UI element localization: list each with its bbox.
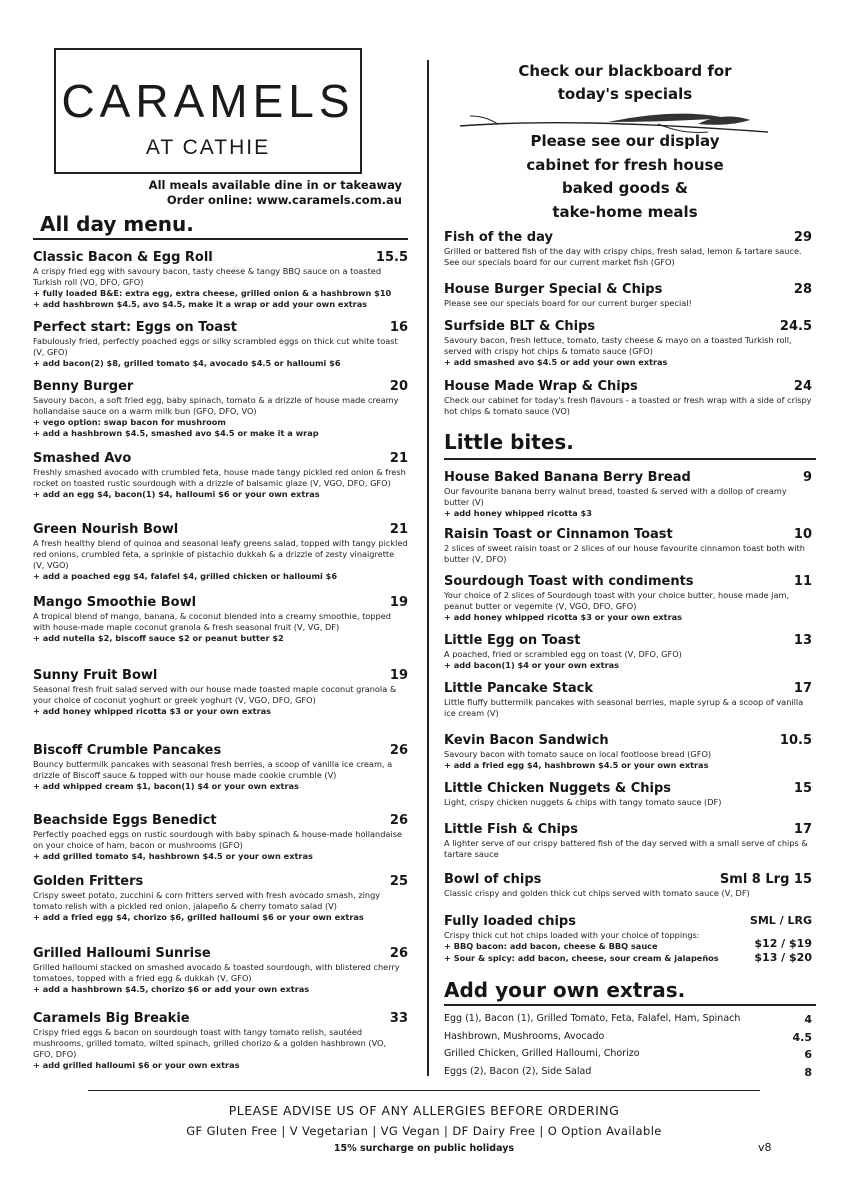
extras-row	[444, 1048, 812, 1059]
menu-item	[33, 320, 408, 369]
menu-item	[33, 595, 408, 644]
item-desc: A crispy fried egg with savoury bacon, tasty cheese & tangy BBQ sauce on a toasted Turkish roll (VO, DFO, GFO)	[33, 266, 382, 287]
item-name: House Burger Special & Chips	[444, 282, 663, 297]
item-price: 21	[389, 522, 408, 537]
item-price: 26	[389, 743, 408, 758]
loaded-chips-item	[444, 914, 812, 964]
item-desc: Savoury bacon, fresh lettuce, tomato, tasty cheese & mayo on a toasted Turkish roll, served with crispy hot chips & tomato sauce (GFO)	[444, 335, 792, 356]
item-add: + add a hashbrown $4.5, chorizo $6 or add your own extras	[33, 984, 310, 994]
item-name: Little Fish & Chips	[444, 822, 578, 837]
menu-item	[444, 230, 812, 268]
item-desc: Our favourite banana berry walnut bread, toasted & served with a dollop of creamy butter (V)	[444, 486, 787, 507]
all-day-title: All day menu.	[40, 212, 194, 236]
item-name: Biscoff Crumble Pancakes	[33, 743, 222, 758]
item-desc: Savoury bacon, a soft fried egg, baby spinach, tomato & a drizzle of house made creamy hollandaise sauce on a warm milk bun (GFO, DFO, VO)	[33, 395, 399, 416]
allergy-notice: PLEASE ADVISE US OF ANY ALLERGIES BEFORE ORDERING	[228, 1103, 620, 1118]
cabinet-line: cabinet for fresh house	[526, 155, 724, 174]
extras-title: Add your own extras.	[444, 978, 686, 1002]
extras-rule	[444, 1004, 816, 1006]
menu-item	[33, 379, 408, 439]
item-price: 28	[793, 282, 812, 297]
item-name: Raisin Toast or Cinnamon Toast	[444, 527, 673, 542]
item-price: 10	[793, 527, 812, 542]
item-desc: Please see our specials board for our current burger special!	[444, 298, 692, 308]
item-add: + fully loaded B&E: extra egg, extra cheese, grilled onion & a hashbrown $10	[33, 288, 392, 298]
all-day-rule	[33, 238, 408, 240]
logo	[54, 48, 362, 174]
item-desc: Check our cabinet for today's fresh flavours - a toasted or fresh wrap with a side of crispy hot chips & tomato sauce (VO)	[444, 395, 812, 416]
item-add: + add nutella $2, biscoff sauce $2 or peanut butter $2	[33, 633, 284, 643]
dietary-legend: GF Gluten Free | V Vegetarian | VG Vegan | DF Dairy Free | O Option Available	[186, 1124, 662, 1138]
menu-item	[444, 282, 812, 309]
menu-item	[33, 668, 408, 717]
item-price: 26	[389, 946, 408, 961]
loaded-option	[444, 953, 812, 964]
cabinet-note	[470, 130, 780, 224]
menu-item	[444, 822, 812, 860]
item-name: Smashed Avo	[33, 451, 132, 466]
cabinet-line: take-home meals	[552, 202, 698, 221]
menu-item	[33, 250, 408, 310]
extras-label: Egg (1), Bacon (1), Grilled Tomato, Feta, Falafel, Ham, Spinach	[444, 1013, 741, 1024]
item-price: 16	[389, 320, 408, 335]
item-desc: Crispy thick cut hot chips loaded with your choice of toppings:	[444, 930, 700, 940]
logo-subtitle: AT CATHIE	[145, 136, 271, 159]
item-name: Little Pancake Stack	[444, 681, 593, 696]
option-price: $12 / $19	[754, 937, 812, 950]
item-name: Mango Smoothie Bowl	[33, 595, 197, 610]
item-name: Little Chicken Nuggets & Chips	[444, 781, 672, 796]
menu-item	[444, 733, 812, 771]
item-name: House Made Wrap & Chips	[444, 379, 638, 394]
item-price: 15.5	[375, 250, 408, 265]
extras-label: Grilled Chicken, Grilled Halloumi, Chorizo	[444, 1048, 640, 1059]
item-desc: A fresh healthy blend of quinoa and seasonal leafy greens salad, topped with tangy pickled red onions, crumbled feta, a sprinkle of pistachio dukkah & a drizzle of zesty vinaigrette (V, VGO)	[33, 538, 408, 570]
item-price: Sml 8 Lrg 15	[719, 872, 812, 887]
menu-item	[444, 319, 812, 368]
item-desc: Savoury bacon with tomato sauce on local footloose bread (GFO)	[444, 749, 712, 759]
item-desc: Crispy sweet potato, zucchini & corn fritters served with fresh avocado smash, zingy tomato relish with a pickled red onion, jalapeño & cherry tomato salad (V)	[33, 890, 381, 911]
item-name: Kevin Bacon Sandwich	[444, 733, 609, 748]
little-bites-title: Little bites.	[444, 430, 574, 454]
option-price: $13 / $20	[754, 951, 812, 964]
order-online-line: Order online: www.caramels.com.au	[166, 193, 402, 207]
item-price: 26	[389, 813, 408, 828]
item-desc: Your choice of 2 slices of Sourdough toast with your choice butter, house made jam, peanut butter or vegemite (V, VGO, DFO, GFO)	[444, 590, 790, 611]
item-desc: A tropical blend of mango, banana, & coconut blended into a creamy smoothie, topped with house-made maple coconut granola & fresh seasonal fruit (V, VG, DF)	[33, 611, 391, 632]
item-desc: Freshly smashed avocado with crumbled feta, house made tangy pickled red onion & fresh rocket on toasted rustic sourdough with a drizzle of balsamic glaze (V, VGO, DFO, GFO)	[33, 467, 406, 488]
item-name: Green Nourish Bowl	[33, 522, 179, 537]
item-name: Benny Burger	[33, 379, 134, 394]
item-add: + add grilled halloumi $6 or your own extras	[33, 1060, 240, 1070]
version-label: v8	[758, 1141, 772, 1154]
blackboard-line: today's specials	[557, 85, 693, 103]
item-name: Sunny Fruit Bowl	[33, 668, 158, 683]
item-price: 17	[793, 681, 812, 696]
size-header: SML / LRG	[749, 914, 812, 927]
extras-row	[444, 1013, 812, 1024]
item-add: + add grilled tomato $4, hashbrown $4.5 or your own extras	[33, 851, 313, 861]
item-desc: Fabulously fried, perfectly poached eggs or silky scrambled eggs on thick cut white toast (V, GFO)	[33, 336, 398, 357]
item-add: + add a fried egg $4, hashbrown $4.5 or your own extras	[444, 760, 709, 770]
item-price: 19	[389, 668, 408, 683]
menu-item	[444, 379, 812, 417]
item-price: 25	[389, 874, 408, 889]
item-desc: Light, crispy chicken nuggets & chips with tangy tomato sauce (DF)	[444, 797, 722, 807]
item-price: 11	[793, 574, 812, 589]
item-name: Beachside Eggs Benedict	[33, 813, 217, 828]
extras-price: 4	[804, 1013, 812, 1026]
menu-item	[444, 681, 812, 719]
menu-item	[444, 633, 812, 671]
item-name: Sourdough Toast with condiments	[444, 574, 694, 589]
item-add: + add a poached egg $4, falafel $4, grilled chicken or halloumi $6	[33, 571, 338, 581]
item-add: + vego option: swap bacon for mushroom	[33, 417, 226, 427]
item-name: Caramels Big Breakie	[33, 1011, 190, 1026]
extras-label: Hashbrown, Mushrooms, Avocado	[444, 1031, 605, 1042]
extras-price: 6	[804, 1048, 812, 1061]
item-add: + add smashed avo $4.5 or add your own extras	[444, 357, 668, 367]
cabinet-line: Please see our display	[530, 132, 720, 150]
item-price: 21	[389, 451, 408, 466]
item-desc: Grilled halloumi stacked on smashed avocado & toasted sourdough, with blistered cherry tomatoes, topped with a fried egg & dukkah (V, GFO)	[33, 962, 400, 983]
menu-item	[33, 1011, 408, 1071]
item-price: 20	[389, 379, 408, 394]
item-price: 9	[802, 470, 812, 485]
item-name: Classic Bacon & Egg Roll	[33, 250, 213, 265]
item-desc: Bouncy buttermilk pancakes with seasonal fresh berries, a scoop of vanilla ice cream, a drizzle of Biscoff sauce & topped with our house made cookie crumble (V)	[33, 759, 393, 780]
menu-item	[444, 527, 812, 565]
item-name: Golden Fritters	[33, 874, 144, 889]
menu-item	[444, 470, 812, 519]
menu-item	[444, 574, 812, 623]
menu-item	[33, 522, 408, 582]
item-price: 17	[793, 822, 812, 837]
item-price: 15	[793, 781, 812, 796]
item-name: Bowl of chips	[444, 872, 542, 887]
item-name: Little Egg on Toast	[444, 633, 581, 648]
dine-line: All meals available dine in or takeaway	[148, 178, 402, 192]
cabinet-line: baked goods &	[562, 179, 688, 197]
blackboard-note	[470, 60, 780, 106]
item-add: + add bacon(1) $4 or your own extras	[444, 660, 620, 670]
item-desc: 2 slices of sweet raisin toast or 2 slices of our house favourite cinnamon toast both with butter (V, DFO)	[444, 543, 805, 564]
item-price: 29	[793, 230, 812, 245]
menu-item	[33, 813, 408, 862]
item-name: Fish of the day	[444, 230, 553, 245]
extras-row	[444, 1031, 812, 1042]
item-add: + add an egg $4, bacon(1) $4, halloumi $6 or your own extras	[33, 489, 320, 499]
item-desc: Grilled or battered fish of the day with crispy chips, fresh salad, lemon & tartare sauce. See our specials board for our current market fish (GFO)	[444, 246, 802, 267]
surcharge-notice: 15% surcharge on public holidays	[333, 1143, 515, 1154]
little-bites-rule	[444, 458, 816, 460]
item-desc: Seasonal fresh fruit salad served with our house made toasted maple coconut granola & your choice of coconut yoghurt or greek yoghurt (V, VGO, DFO, GFO)	[33, 684, 397, 705]
item-add: + Sour & spicy: add bacon, cheese, sour cream & jalapeños	[444, 953, 719, 963]
item-add: + add whipped cream $1, bacon(1) $4 or your own extras	[33, 781, 299, 791]
item-price: 24	[793, 379, 812, 394]
item-desc: Little fluffy buttermilk pancakes with seasonal berries, maple syrup & a scoop of vanilla ice cream (V)	[444, 697, 804, 718]
item-name: House Baked Banana Berry Bread	[444, 470, 691, 485]
item-desc: Perfectly poached eggs on rustic sourdough with baby spinach & house-made hollandaise on your choice of ham, bacon or mushrooms (GFO)	[33, 829, 403, 850]
dine-info	[120, 178, 402, 208]
menu-item	[33, 743, 408, 792]
item-add: + add hashbrown $4.5, avo $4.5, make it a wrap or add your own extras	[33, 299, 368, 309]
extras-price: 4.5	[792, 1031, 812, 1044]
item-name: Grilled Halloumi Sunrise	[33, 946, 211, 961]
item-name: Surfside BLT & Chips	[444, 319, 596, 334]
item-price: 10.5	[779, 733, 812, 748]
extras-price: 8	[804, 1066, 812, 1079]
item-name: Perfect start: Eggs on Toast	[33, 320, 238, 335]
item-add: + add bacon(2) $8, grilled tomato $4, avocado $4.5 or halloumi $6	[33, 358, 341, 368]
item-add: + add a hashbrown $4.5, smashed avo $4.5 or make it a wrap	[33, 428, 319, 438]
item-add: + add honey whipped ricotta $3 or your own extras	[444, 612, 683, 622]
menu-item	[33, 451, 408, 500]
item-add: + add a fried egg $4, chorizo $6, grilled halloumi $6 or your own extras	[33, 912, 364, 922]
extras-label: Eggs (2), Bacon (2), Side Salad	[444, 1066, 592, 1077]
item-add: + BBQ bacon: add bacon, cheese & BBQ sauce	[444, 941, 658, 951]
item-desc: Classic crispy and golden thick cut chips served with tomato sauce (V, DF)	[444, 888, 750, 898]
menu-item	[444, 872, 812, 899]
item-price: 19	[389, 595, 408, 610]
extras-row	[444, 1066, 812, 1077]
menu-item	[444, 781, 812, 808]
item-price: 24.5	[779, 319, 812, 334]
logo-title: CARAMELS	[61, 75, 355, 127]
item-price: 33	[389, 1011, 408, 1026]
item-desc: A poached, fried or scrambled egg on toast (V, DFO, GFO)	[444, 649, 682, 659]
item-desc: A lighter serve of our crispy battered fish of the day served with a small serve of chips & tartare sauce	[444, 838, 808, 859]
item-name: Fully loaded chips	[444, 914, 576, 929]
menu-item	[33, 874, 408, 923]
item-add: + add honey whipped ricotta $3	[444, 508, 592, 518]
footer-rule	[88, 1090, 760, 1091]
item-add: + add honey whipped ricotta $3 or your own extras	[33, 706, 272, 716]
item-desc: Crispy fried eggs & bacon on sourdough toast with tangy tomato relish, sautéed mushrooms, grilled tomato, wilted spinach, grilled chorizo & a golden hashbrown (VO, GFO, DFO)	[33, 1027, 387, 1059]
blackboard-line: Check our blackboard for	[518, 62, 732, 80]
item-price: 13	[793, 633, 812, 648]
menu-item	[33, 946, 408, 995]
column-divider	[427, 60, 429, 1076]
